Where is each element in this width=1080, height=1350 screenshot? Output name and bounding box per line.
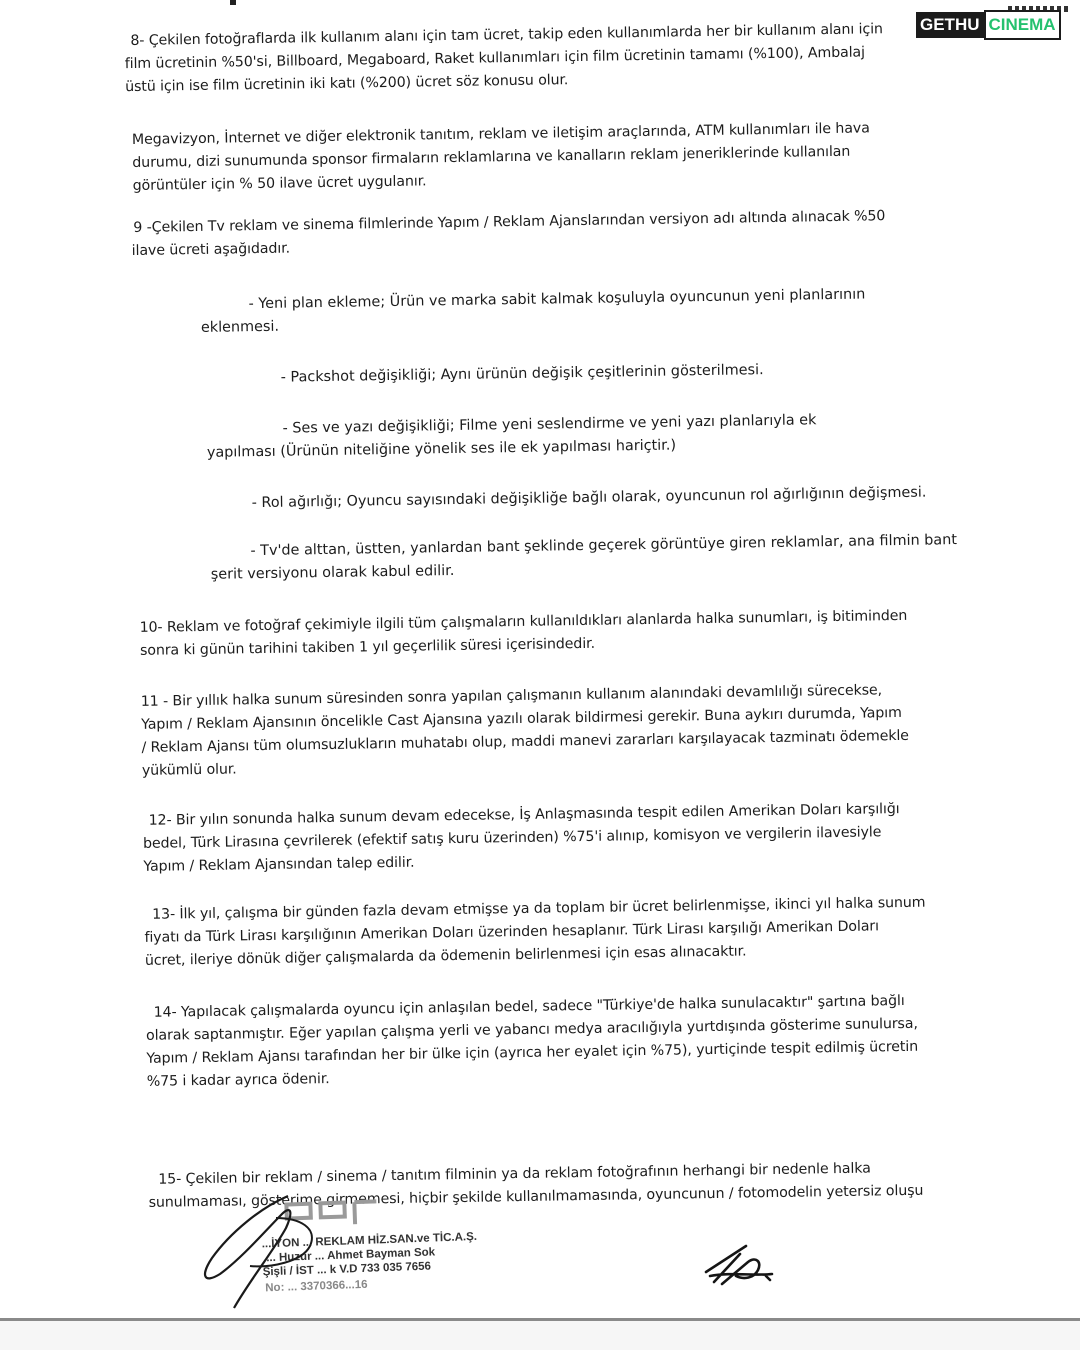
clause-line: 12- Bir yılın sonunda halka sunum devam edecekse, İş Anlaşmasında tespit edilen Amerikan Doları karşılığı bbox=[148, 801, 900, 829]
bullet-packshot bbox=[281, 356, 981, 390]
clause-line: Yapım / Reklam Ajansı tarafından her bir ülke için (ayrıca her eyalet için %75), yurtiçinde tespit edilmiş ücretin bbox=[146, 1038, 919, 1067]
clause-line: / Reklam Ajansı tüm olumsuzlukların muhatabı olup, maddi manevi zararları karşılayacak tazminatı ödemekle bbox=[141, 727, 909, 756]
signature-right-icon bbox=[700, 1232, 780, 1292]
clause-line: Yapım / Reklam Ajansının öncelikle Cast Ajansına yazılı olarak bildirmesi gerekir. Buna aykırı durumda, Yapım bbox=[141, 704, 902, 733]
bullet-new-plan bbox=[200, 282, 949, 339]
signature-left-icon bbox=[190, 1188, 330, 1318]
clause-line: görüntüler için % 50 ilave ücret uygulanır. bbox=[132, 173, 427, 194]
clause-line: yükümlü olur. bbox=[141, 761, 237, 779]
bullet-line: - Yeni plan ekleme; Ürün ve marka sabit kalmak koşuluyla oyuncunun yeni planlarının bbox=[248, 286, 866, 313]
bullet-voice-text bbox=[206, 407, 983, 464]
stamp-address: ... Huzur ... Ahmet Bayman Sok bbox=[266, 1246, 436, 1265]
clause-13 bbox=[144, 891, 955, 973]
watermark-part1: GETHU bbox=[916, 12, 984, 38]
clause-14 bbox=[146, 989, 957, 1094]
bullet-tv-band bbox=[210, 529, 971, 586]
bullet-line: - Rol ağırlığı; Oyuncu sayısındaki değişikliğe bağlı olarak, oyuncunun rol ağırlığının değişmesi. bbox=[251, 484, 927, 512]
clause-line: sonra ki günün tarihini takiben 1 yıl geçerlilik süresi içerisindedir. bbox=[139, 635, 596, 659]
contract-text bbox=[124, 1, 970, 1314]
bullet-line: - Packshot değişikliği; Aynı ürünün değişik çeşitlerinin gösterilmesi. bbox=[280, 362, 764, 386]
clause-line: durumu, dizi sunumunda sponsor firmaların reklamlarına ve kanalların reklam jeneriklerinde kullanılan bbox=[132, 143, 851, 171]
clause-line: ilave ücreti aşağıdadır. bbox=[131, 240, 291, 260]
bullet-role-weight bbox=[252, 481, 972, 515]
clause-line: Megavizyon, İnternet ve diğer elektronik tanıtım, reklam ve iletişim araçlarında, ATM kullanımları ile hava bbox=[131, 120, 870, 148]
clause-8-addendum bbox=[132, 116, 943, 198]
clause-line: ücret, ileriye dönük diğer çalışmalarda da ödemenin belirlenmesi için esas alınacaktır. bbox=[144, 943, 747, 969]
clause-10 bbox=[139, 604, 950, 663]
clause-line: 9 -Çekilen Tv reklam ve sinema filmlerinde Yapım / Reklam Ajanslarından versiyon adı altında alınacak %50 bbox=[133, 208, 886, 236]
clause-line: 8- Çekilen fotoğraflarda ilk kullanım alanı için tam ücret, takip eden kullanımlarda her bir kullanım alanı için bbox=[130, 21, 883, 49]
clause-line: film ücretinin %50'si, Billboard, Megaboard, Raket kullanımları için film ücretinin tamamı (%100), Ambalaj bbox=[124, 44, 866, 73]
bottom-margin bbox=[0, 1321, 1080, 1350]
bullet-line: - Ses ve yazı değişikliği; Filme yeni seslendirme ve yeni yazı planlarıyla ek bbox=[282, 412, 817, 437]
bullet-line: - Tv'de alttan, üstten, yanlardan bant şeklinde geçerek görüntüye giren reklamlar, ana filmin bant bbox=[250, 532, 958, 560]
watermark-part2: CINEMA bbox=[984, 10, 1061, 40]
clause-line: 15- Çekilen bir reklam / sinema / tanıtım filminin ya da reklam fotoğrafının herhangi bir nedenle halka bbox=[158, 1160, 871, 1188]
clause-line: 10- Reklam ve fotoğraf çekimiyle ilgili tüm çalışmaların kullanıldıkları alanlarda halka sunumları, iş bitiminden bbox=[139, 607, 908, 636]
clause-line: olarak saptanmıştır. Eğer yapılan çalışma yerli ve yabancı medya aracılığıyla yurtdışında gösterime sunulursa, bbox=[145, 1015, 918, 1044]
clause-12 bbox=[143, 797, 954, 879]
scan-mark bbox=[230, 0, 236, 5]
clause-line: %75 i kadar ayrıca ödenir. bbox=[146, 1070, 330, 1090]
clause-9 bbox=[133, 204, 944, 263]
clause-line: üstü için ise film ücretinin iki katı (%200) ücret söz konusu olur. bbox=[125, 72, 569, 96]
clause-line: 13- İlk yıl, çalışma bir günden fazla devam etmişse ya da toplam bir ücret belirlenmişse, ikinci yıl halka sunum bbox=[152, 894, 926, 923]
stamp-number: No: ... 3370366...16 bbox=[265, 1278, 368, 1295]
clause-11 bbox=[141, 678, 952, 783]
clause-line: sunulmaması, gösterime girmemesi, hiçbir şekilde kullanılmamasında, oyuncunun / fotomodelin yetersiz oluşu bbox=[148, 1182, 924, 1211]
stamp-company-name: ...İYON ... REKLAM HİZ.SAN.ve TİC.A.Ş. bbox=[261, 1230, 478, 1251]
bullet-line: yapılması (Ürünün niteliğine yönelik ses ile ek yapılması hariçtir.) bbox=[206, 437, 677, 461]
bullet-line: şerit versiyonu olarak kabul edilir. bbox=[210, 562, 455, 583]
clause-line: 14- Yapılacak çalışmalarda oyuncu için anlaşılan bedel, sadece "Türkiye'de halka sunulacaktır" şartına bağlı bbox=[153, 992, 905, 1021]
clause-line: fiyatı da Türk Lirası karşılığının Amerikan Doları üzerinden hesaplanır. Türk Lirası karşılığı Amerikan Doları bbox=[144, 918, 880, 946]
clause-line: bedel, Türk Lirasına çevrilerek (efektif satış kuru üzerinden) %75'i alınıp, komisyon ve vergilerin ilavesiyle bbox=[142, 824, 882, 852]
stamp-tax-office: Şişli / İST ... k V.D 733 035 7656 bbox=[262, 1260, 432, 1279]
clause-8 bbox=[124, 17, 941, 99]
bullet-line: eklenmesi. bbox=[200, 318, 280, 336]
clause-line: Yapım / Reklam Ajansından talep edilir. bbox=[143, 854, 415, 875]
clause-line: 11 - Bir yıllık halka sunum süresinden sonra yapılan çalışmanın kullanım alanındaki devamlılığı sürecekse, bbox=[140, 682, 883, 710]
